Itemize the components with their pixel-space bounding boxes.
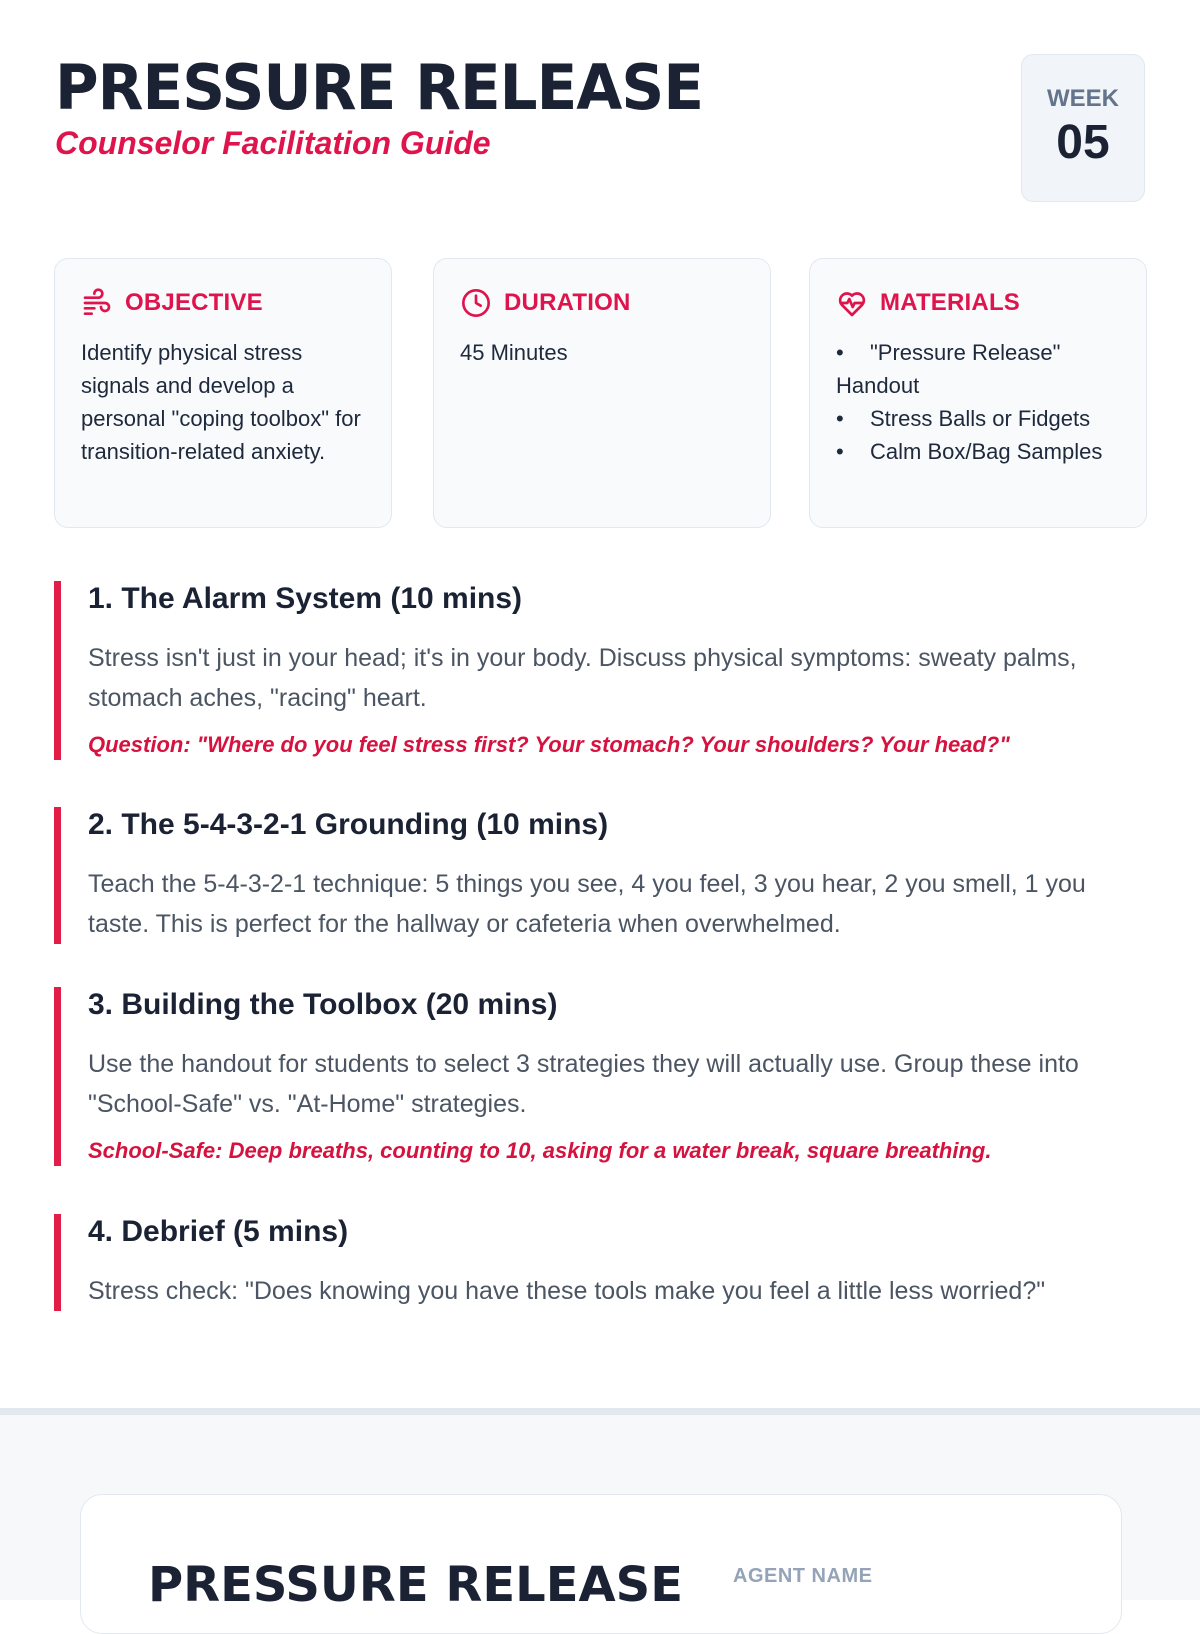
duration-card [433,258,771,528]
clock-icon [460,287,492,319]
list-item [836,435,1120,468]
week-number: 05 [1056,116,1110,169]
week-label: WEEK [1047,85,1119,112]
section-alarm-system [54,581,1144,760]
info-cards [54,258,1147,528]
section-body: Teach the 5-4-3-2-1 technique: 5 things you see, 4 you feel, 3 you hear, 2 you smell, 1 you taste. This is perfect for the hallway or cafeteria when overwhelmed. [88,870,1086,938]
page-title: PRESSURE RELEASE [55,51,704,124]
section-title: 3. Building the Toolbox (20 mins) [88,988,558,1021]
bullet-icon: • [836,406,844,431]
objective-card [54,258,392,528]
objective-card-header [81,287,365,319]
worksheet-card [80,1494,1122,1634]
list-item [836,336,1120,402]
duration-text: 45 Minutes [460,340,568,365]
duration-card-header [460,287,744,319]
bullet-icon: • [836,439,844,464]
worksheet-title: PRESSURE RELEASE [148,1557,683,1613]
page-divider [0,1408,1200,1415]
materials-list [836,336,1120,468]
section-grounding [54,807,1144,944]
section-debrief [54,1214,1144,1311]
heart-pulse-icon [836,287,868,319]
bullet-icon: • [836,340,844,365]
week-badge [1021,54,1145,202]
section-toolbox [54,987,1144,1166]
materials-card [809,258,1147,528]
objective-title: OBJECTIVE [125,289,263,316]
materials-item: Stress Balls or Fidgets [870,406,1091,431]
section-body: Stress isn't just in your head; it's in your body. Discuss physical symptoms: sweaty palms, stomach aches, "racing" heart. [88,644,1077,712]
materials-item: "Pressure Release" Handout [836,340,1061,398]
section-title: 1. The Alarm System (10 mins) [88,582,523,615]
agent-name-label: AGENT NAME [733,1565,873,1587]
materials-item: Calm Box/Bag Samples [870,439,1103,464]
section-body: Stress check: "Does knowing you have these tools make you feel a little less worried?" [88,1277,1046,1305]
list-item [836,402,1120,435]
section-title: 4. Debrief (5 mins) [88,1215,349,1248]
section-body: Use the handout for students to select 3 strategies they will actually use. Group these into "School-Safe" vs. "At-Home" strategies. [88,1050,1079,1118]
duration-title: DURATION [504,289,631,316]
objective-text: Identify physical stress signals and develop a personal "coping toolbox" for transition-related anxiety. [81,340,361,464]
wind-icon [81,287,113,319]
materials-card-header [836,287,1120,319]
materials-title: MATERIALS [880,289,1021,316]
section-note: Question: "Where do you feel stress first? Your stomach? Your shoulders? Your head?" [88,732,1010,757]
header [55,51,730,163]
page-subtitle: Counselor Facilitation Guide [55,125,491,161]
section-note: School-Safe: Deep breaths, counting to 10, asking for a water break, square breathing. [88,1138,992,1163]
section-title: 2. The 5-4-3-2-1 Grounding (10 mins) [88,808,609,841]
